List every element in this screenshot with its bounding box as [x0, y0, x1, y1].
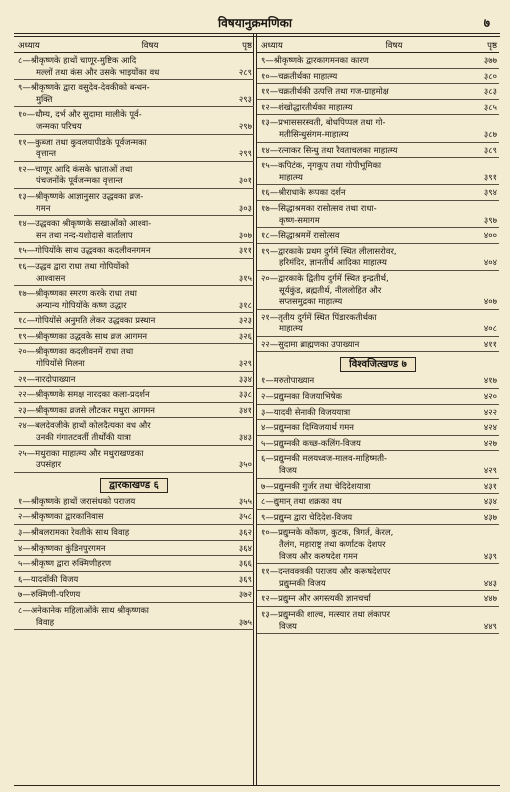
- toc-entry-line: १५—कपिटंक, नृगकूप तथा गोपीभूमिका: [261, 160, 382, 171]
- toc-entry-title: [14, 511, 220, 523]
- toc-entry: [257, 53, 499, 69]
- toc-entry-title: [257, 117, 465, 140]
- col-head-adhyay: अध्याय: [261, 40, 283, 51]
- toc-entry-title: [14, 605, 220, 628]
- toc-entry-line: १—श्रीकृष्णके हाथों जरासंधको पराजय: [18, 495, 136, 506]
- toc-entry-line: मल्लों तथा कंस और उसके भाइयोंका वध: [36, 66, 160, 77]
- toc-entry-page: ३६४: [238, 542, 252, 553]
- toc-entry-line: २१—तृतीय दुर्गमें स्थित पिंडारकतीर्थका: [261, 311, 377, 322]
- toc-entry-line: १३—प्रद्युम्नकी शाल्व, मत्स्यार तथा लंकापर: [261, 608, 390, 619]
- toc-entry: [257, 115, 499, 142]
- toc-entry-title: [14, 448, 220, 471]
- toc-entry-page: २९९: [238, 148, 252, 159]
- toc-entry-line: कृष्ण-समागम: [279, 214, 320, 225]
- toc-entry-line: ७—रुक्मिणी-परिणय: [18, 589, 81, 600]
- toc-entry-page: ४१७: [483, 375, 497, 386]
- toc-entry: [14, 189, 254, 216]
- toc-entry-page: ४२७: [483, 437, 497, 448]
- toc-entry-page: ३९१: [483, 171, 497, 182]
- toc-entry-line: १३—श्रीकृष्णके आज्ञानुसार उद्धवका व्रज-: [18, 190, 144, 201]
- toc-entry: [14, 387, 254, 403]
- toc-entry-page: ३८९: [483, 144, 497, 155]
- toc-entry-page: ३८३: [483, 86, 497, 97]
- toc-entry-line: अन्यान्य गोपियोंके कष्ण उद्धार: [36, 299, 127, 310]
- toc-entry: [257, 389, 499, 405]
- toc-entry-page: ३८०: [483, 70, 497, 81]
- toc-entry-page: ३९७: [483, 214, 497, 225]
- toc-entry-line: २—श्रीकृष्णका द्वारकानिवास: [18, 511, 104, 522]
- header-rule: [14, 33, 500, 34]
- toc-entry-page: ४२९: [483, 465, 497, 476]
- toc-entry: [257, 84, 499, 100]
- toc-entry-line: १६—उद्धव द्वारा राधा तथा गोपियोंको: [18, 260, 129, 271]
- toc-entry-page: ३८७: [483, 128, 497, 139]
- toc-entry-page: ३०७: [238, 229, 252, 240]
- toc-entry-line: ८—अनेकानेक महिलाओंके साथ श्रीकृष्णका: [18, 604, 149, 615]
- left-column-header: [14, 38, 254, 53]
- toc-entry-title: [257, 246, 465, 269]
- toc-entry: [14, 446, 254, 473]
- toc-entry-title: [14, 164, 220, 187]
- toc-entry-line: २०—श्रीकृष्णका कदलीवनमें राधा तथा: [18, 346, 134, 357]
- toc-entry-title: [257, 102, 465, 114]
- right-toc-list: [257, 53, 499, 352]
- toc-entry-line: ४—प्रद्युम्नका दिग्विजयार्थ गमन: [261, 422, 354, 433]
- toc-entry-page: ३५८: [238, 511, 252, 522]
- footer-rule: [14, 785, 500, 786]
- toc-entry-page: ४३१: [483, 480, 497, 491]
- toc-entry-title: [14, 496, 220, 508]
- toc-entry-page: ३५५: [238, 495, 252, 506]
- toc-entry-title: [257, 453, 465, 476]
- toc-entry-page: ३१८: [238, 299, 252, 310]
- toc-entry-page: ४००: [483, 230, 497, 241]
- right-toc-list-2: [257, 373, 499, 634]
- toc-entry-line: ६—प्रद्युम्नकी मलयध्वज-मालव-माहिष्मती-: [261, 453, 388, 464]
- toc-entry: [257, 271, 499, 310]
- toc-entry-page: ४३९: [483, 550, 497, 561]
- toc-entry-title: [257, 527, 465, 562]
- toc-entry-line: ८—द्युमान् तथा शक्रका वध: [261, 496, 342, 507]
- toc-entry-title: [257, 145, 465, 157]
- toc-entry-line: १०—धौम्य, दर्भ और सुदामा मालीके पूर्व-: [18, 109, 142, 120]
- toc-entry-title: [14, 374, 220, 386]
- toc-entry-page: ३६९: [238, 573, 252, 584]
- toc-entry-title: [14, 137, 220, 160]
- toc-entry-line: पंचजनोंके पूर्वजन्मका वृत्तान्त: [36, 175, 123, 186]
- toc-entry: [257, 143, 499, 159]
- toc-entry-title: [257, 512, 465, 524]
- toc-entry-page: ३३८: [238, 389, 252, 400]
- toc-entry-line: २२—श्रीकृष्णके समक्ष नारदका कला-प्रदर्शन: [18, 389, 150, 400]
- toc-entry-title: [14, 261, 220, 284]
- toc-entry-title: [257, 273, 465, 308]
- toc-entry-line: उनकी गंगातटवर्ती तीर्थोंकी यात्रा: [36, 432, 131, 443]
- toc-entry: [14, 135, 254, 162]
- toc-entry: [257, 405, 499, 421]
- toc-entry: [257, 607, 499, 634]
- toc-entry-title: [14, 589, 220, 601]
- section-heading-dwarka: [14, 473, 254, 494]
- toc-entry-page: ३४१: [238, 404, 252, 415]
- toc-entry-page: ३२३: [238, 315, 252, 326]
- toc-entry-line: विवाह: [36, 616, 55, 627]
- toc-entry-line: ६—यादवोंकी विजय: [18, 573, 79, 584]
- toc-entry-line: १०—प्रद्युम्नके कोंकण, कुटक, त्रिगर्त, केरल,: [261, 527, 394, 538]
- toc-entry-title: [14, 527, 220, 539]
- toc-entry-title: [14, 315, 220, 327]
- toc-entry-page: ३६२: [238, 527, 252, 537]
- toc-entry: [257, 228, 499, 244]
- toc-entry-line: ९—श्रीकृष्णके द्वारकागमनका कारण: [261, 55, 369, 65]
- page-title: विषयानुक्रमणिका: [218, 16, 292, 30]
- toc-entry-page: ४०४: [483, 257, 497, 268]
- toc-entry-title: [14, 55, 220, 78]
- toc-entry: [14, 372, 254, 388]
- toc-entry-title: [257, 375, 465, 387]
- toc-entry-page: ३७२: [238, 589, 252, 600]
- toc-entry-line: ९—श्रीकृष्णके द्वारा वसुदेव-देवकीको बन्धन-: [18, 82, 150, 93]
- toc-entry-title: [14, 288, 220, 311]
- toc-entry-page: ३२६: [238, 330, 252, 341]
- toc-entry: [14, 344, 254, 371]
- toc-entry: [257, 310, 499, 337]
- toc-entry: [14, 572, 254, 588]
- toc-entry-line: १२—प्रद्युम्न और अगस्त्यकी ज्ञानचर्चा: [261, 593, 371, 604]
- toc-entry-line: १५—गोपियोंके साथ उद्धवका कदलीवनगमन: [18, 245, 151, 256]
- toc-entry-page: ३९४: [483, 187, 497, 198]
- col-head-prishth: पृष्ठ: [242, 40, 252, 51]
- toc-entry-page: ३०१: [238, 175, 252, 186]
- toc-entry-line: आश्वासन: [36, 272, 66, 283]
- toc-entry-line: १३—प्रभाससरस्वती, बोधपिप्पल तथा गो-: [261, 117, 386, 128]
- toc-entry-line: २५—मथुराका माहात्म्य और मथुराखण्डका: [18, 447, 144, 458]
- toc-entry-line: ११—कुब्जा तथा कुवलयापीडके पूर्वजन्मका: [18, 136, 147, 147]
- toc-entry-title: [14, 346, 220, 369]
- toc-entry-line: गमन: [36, 202, 51, 213]
- toc-entry-page: ३७७: [483, 55, 497, 65]
- col-head-vishay: विषय: [385, 40, 403, 51]
- toc-entry: [257, 158, 499, 185]
- toc-entry-line: १६—श्रीराधाके रूपका दर्शन: [261, 187, 346, 198]
- toc-entry-line: तैलंग, महाराष्ट्र तथा कर्णाटक देशपर: [279, 539, 386, 549]
- toc-entry-line: २४—बलदेवजीके हाथों कोलदैत्यका वध और: [18, 420, 151, 431]
- toc-entry: [257, 337, 499, 353]
- toc-entry-title: [257, 187, 465, 199]
- toc-entry-line: १८—गोपियोंसे अनुमति लेकर उद्धवका प्रस्थान: [18, 315, 156, 326]
- toc-entry-line: ११—चक्रतीर्थकी उत्पत्ति तथा गज-ग्राहमोक्ष: [261, 86, 389, 97]
- toc-entry-page: ४४३: [483, 577, 497, 588]
- toc-entry: [14, 80, 254, 107]
- toc-entry-title: [257, 86, 465, 98]
- toc-entry-page: ३११: [238, 245, 252, 256]
- toc-entry-page: ४४९: [483, 620, 497, 631]
- toc-entry-page: २८९: [238, 66, 252, 77]
- col-head-vishay: विषय: [141, 40, 159, 51]
- header-rule-double: [14, 36, 500, 37]
- toc-entry-line: २३—श्रीकृष्णका व्रजसे लौटकर मथुरा आगमन: [18, 404, 155, 415]
- toc-entry-page: २९७: [238, 120, 252, 131]
- toc-entry: [257, 591, 499, 607]
- toc-entry: [14, 603, 254, 630]
- toc-entry-page: ४०७: [483, 296, 497, 307]
- toc-entry: [257, 373, 499, 389]
- toc-entry-line: विजय: [279, 465, 297, 476]
- toc-entry-page: ३८५: [483, 101, 497, 112]
- toc-entry-title: [14, 82, 220, 105]
- toc-entry: [257, 185, 499, 201]
- toc-entry: [257, 479, 499, 495]
- toc-entry: [14, 162, 254, 189]
- toc-entry: [257, 244, 499, 271]
- right-column: [257, 38, 499, 784]
- toc-entry-line: १७—श्रीकृष्णका स्मरण करके राधा तथा: [18, 288, 137, 299]
- toc-entry-title: [257, 438, 465, 450]
- toc-entry-line: वृत्तान्त: [36, 148, 56, 159]
- toc-entry-line: १७—सिद्धाश्रमका रासोत्सव तथा राधा-: [261, 202, 377, 213]
- toc-entry-title: [14, 218, 220, 241]
- toc-entry: [14, 286, 254, 313]
- toc-entry: [14, 313, 254, 329]
- toc-entry-line: १०—चक्रतीर्थका माहात्म्य: [261, 70, 338, 81]
- toc-entry-line: १४—रत्नाकर सिन्धु तथा रैवताचलका माहात्म्य: [261, 144, 398, 155]
- section-title: विश्वजित्खण्ड ७: [340, 357, 416, 372]
- toc-entry-title: [257, 481, 465, 493]
- toc-entry-line: गोपियोंसे मिलना: [36, 358, 85, 369]
- toc-entry-line: सन तथा नन्द-यशोदासे वार्तालाप: [36, 229, 133, 240]
- toc-entry-line: ८—श्रीकृष्णके हाथों चाणूर-मुष्टिक आदि: [18, 55, 137, 65]
- toc-entry-title: [257, 71, 465, 83]
- toc-entry-page: ३०३: [238, 202, 252, 213]
- section-heading-vishvajit: [257, 352, 499, 373]
- toc-entry-line: २१—नारदोपाख्यान: [18, 373, 76, 384]
- toc-entry: [14, 243, 254, 259]
- toc-entry: [257, 451, 499, 478]
- toc-entry-line: उपसंहार: [36, 459, 62, 470]
- toc-entry-title: [257, 203, 465, 226]
- toc-entry-line: ७—प्रद्युम्नकी गुर्जर तथा चेदिदेशयात्रा: [261, 480, 371, 491]
- toc-entry-line: ३—श्रीबलरामका रेवतीके साथ विवाह: [18, 527, 130, 537]
- toc-entry: [14, 403, 254, 419]
- toc-entry: [14, 53, 254, 80]
- section-title: द्वारकाखण्ड ६: [100, 478, 168, 493]
- toc-entry-line: मुक्ति: [36, 93, 53, 104]
- toc-entry-page: ३२९: [238, 358, 252, 369]
- toc-entry: [257, 494, 499, 510]
- toc-entry-title: [257, 339, 465, 351]
- toc-entry-line: प्रद्युम्नकी विजय: [279, 577, 326, 588]
- toc-entry: [257, 69, 499, 85]
- toc-entry-line: १२—चाणूर आदि कंसके भ्राताओं तथा: [18, 163, 133, 174]
- toc-entry-title: [257, 230, 465, 242]
- toc-entry-line: माहात्म्य: [279, 323, 303, 334]
- toc-entry-line: माहात्म्य: [279, 171, 303, 182]
- toc-entry: [257, 564, 499, 591]
- toc-entry-title: [14, 331, 220, 343]
- right-column-header: [257, 38, 499, 53]
- toc-entry-title: [14, 574, 220, 586]
- toc-entry: [257, 201, 499, 228]
- toc-entry-page: ३५०: [238, 459, 252, 470]
- toc-entry-line: सप्तसमुद्रका माहात्म्य: [279, 296, 343, 307]
- toc-entry: [14, 329, 254, 345]
- toc-entry-title: [257, 566, 465, 589]
- toc-entry-title: [14, 109, 220, 132]
- toc-entry-line: २२—सुदामा ब्राह्मणका उपाख्यान: [261, 338, 360, 349]
- toc-entry-line: ३—यादवी सेनाकी विजययात्रा: [261, 406, 351, 417]
- toc-entry-title: [257, 55, 465, 67]
- toc-entry-page: ३१५: [238, 272, 252, 283]
- toc-entry-line: ४—श्रीकृष्णका कुंडिनपुरगमन: [18, 542, 106, 553]
- toc-entry-line: १९—श्रीकृष्णका उद्धवके साथ व्रज आगमन: [18, 330, 147, 341]
- toc-entry-page: ३३४: [238, 373, 252, 384]
- toc-entry-line: ९—प्रद्युम्न द्वारा चेदिदेश-विजय: [261, 511, 353, 522]
- toc-entry-line: ११—दन्तवक्त्रकी पराजय और करूषदेशपर: [261, 566, 391, 577]
- col-head-adhyay: अध्याय: [18, 40, 40, 51]
- toc-entry: [14, 525, 254, 541]
- toc-entry-title: [14, 558, 220, 570]
- toc-entry-line: १८—सिद्धाश्रममें रासोत्सव: [261, 230, 340, 241]
- toc-entry: [257, 436, 499, 452]
- toc-entry-line: मतीसिन्धुसंगम-माहात्म्य: [279, 128, 349, 139]
- toc-entry: [14, 587, 254, 603]
- toc-entry-page: ४३७: [483, 511, 497, 522]
- toc-entry-title: [257, 160, 465, 183]
- toc-entry-page: ४०८: [483, 323, 497, 334]
- toc-entry-line: १—मरुतोपाख्यान: [261, 375, 315, 386]
- toc-entry-title: [14, 405, 220, 417]
- toc-entry: [14, 216, 254, 243]
- toc-entry-title: [14, 245, 220, 257]
- toc-entry-line: हरिमंदिर, ज्ञानतीर्थ आदिका माहात्म्य: [279, 257, 387, 268]
- left-column: [14, 38, 254, 784]
- toc-entry: [14, 494, 254, 510]
- toc-entry: [14, 541, 254, 557]
- col-head-prishth: पृष्ठ: [487, 40, 497, 51]
- toc-entry-page: ३७५: [238, 616, 252, 627]
- toc-entry-title: [257, 593, 465, 605]
- toc-entry-line: २०—द्वारकाके द्वितीय दुर्गमें स्थित इन्द्रतीर्थ,: [261, 272, 389, 283]
- toc-entry-line: सूर्यकुंड, ब्रह्मतीर्थ, नीललोहित और: [279, 284, 382, 295]
- toc-entry: [14, 556, 254, 572]
- page-number: ७: [483, 16, 490, 30]
- toc-entry: [257, 525, 499, 564]
- toc-entry-title: [257, 391, 465, 403]
- toc-entry-line: विजय और करुषदेश गमन: [279, 550, 358, 561]
- toc-entry: [257, 510, 499, 526]
- toc-entry-page: ४३४: [483, 496, 497, 507]
- toc-entry: [14, 259, 254, 286]
- toc-entry-line: २—प्रद्युम्नका विजयाभिषेक: [261, 391, 342, 402]
- toc-entry-title: [14, 543, 220, 555]
- toc-entry-title: [14, 420, 220, 443]
- toc-entry-title: [14, 389, 220, 401]
- toc-entry-line: विजय: [279, 620, 297, 631]
- toc-entry-title: [257, 407, 465, 419]
- left-toc-list: [14, 53, 254, 473]
- toc-entry: [14, 418, 254, 445]
- toc-entry-title: [257, 496, 465, 508]
- toc-entry-page: २९३: [238, 93, 252, 104]
- toc-entry-title: [257, 312, 465, 335]
- toc-entry-title: [14, 191, 220, 214]
- left-toc-list-2: [14, 494, 254, 630]
- toc-entry: [14, 509, 254, 525]
- toc-entry-page: ४२०: [483, 391, 497, 402]
- toc-entry-title: [257, 422, 465, 434]
- toc-entry-page: ३४३: [238, 432, 252, 443]
- toc-entry-line: जन्मका परिचय: [36, 120, 82, 131]
- toc-entry-page: ४४७: [483, 593, 497, 604]
- toc-entry: [14, 107, 254, 134]
- toc-entry-line: १२—शंखोद्धारतीर्थका माहात्म्य: [261, 101, 353, 112]
- toc-entry-line: १९—द्वारकाके प्रथम दुर्गमें स्थित लीलासरोवर,: [261, 245, 397, 256]
- toc-entry-page: ४२२: [483, 406, 497, 417]
- toc-entry-page: ४२४: [483, 422, 497, 433]
- toc-entry: [257, 100, 499, 116]
- toc-entry-line: ५—प्रद्युम्नकी कच्छ-कलिंग-विजय: [261, 437, 361, 448]
- toc-entry-line: १४—उद्धवका श्रीकृष्णके सखाओंको आश्वा-: [18, 218, 152, 229]
- toc-entry-page: ३६६: [238, 558, 252, 569]
- toc-entry-page: ४११: [483, 338, 497, 349]
- toc-entry: [257, 420, 499, 436]
- toc-entry-line: ५—श्रीकृष्ण द्वारा रुक्मिणीहरण: [18, 558, 112, 569]
- toc-entry-title: [257, 609, 465, 632]
